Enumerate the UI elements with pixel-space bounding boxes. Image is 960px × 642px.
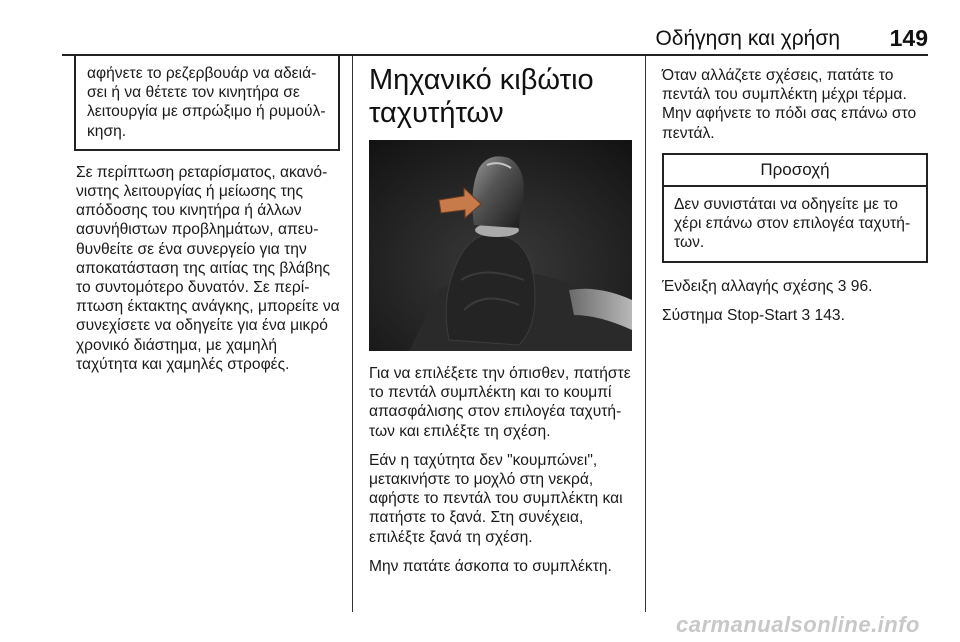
cross-reference-2-label: Σύστημα Stop-Start (662, 306, 798, 324)
caution-text: Δεν συνιστάται να οδηγείτε με το χέρι επάνω στον επιλογέα ταχυτή-των. (674, 196, 911, 252)
middle-column-text (369, 364, 634, 586)
section-heading (369, 64, 634, 130)
page-reference-arrow-icon: 3 (801, 306, 811, 324)
caution-title: Προσοχή (664, 155, 926, 187)
column-divider-right (645, 56, 646, 612)
cross-reference-2-page: 143. (814, 306, 845, 324)
left-column (74, 56, 340, 384)
middle-paragraph-3: Μην πατάτε άσκοπα το συμπλέκτη. (369, 557, 612, 575)
warning-box-text: αφήνετε το ρεζερβουάρ να αδειά-σει ή να θέτετε τον κινητήρα σε λειτουργία με σπρώξιμο ή ρυμούλ-κηση. (87, 65, 326, 140)
middle-column (369, 64, 634, 130)
running-header-title: Οδήγηση και χρήση (655, 27, 840, 50)
section-heading-line2: ταχυτήτων (369, 97, 504, 129)
page-reference-arrow-icon: 3 (837, 277, 847, 295)
gear-shifter-photo (369, 140, 632, 351)
column-divider-left (352, 56, 353, 612)
right-paragraph-1: Όταν αλλάζετε σχέσεις, πατάτε το πεντάλ του συμπλέκτη μέχρι τέρμα. Μην αφήνετε το πόδι σας επάνω στο πεντάλ. (662, 67, 917, 142)
left-paragraph: Σε περίπτωση ρεταρίσματος, ακανό-νιστης λειτουργίας ή μείωσης της απόδοσης του κινητήρα ή άλλων ασυνήθιστων προβλημάτων, απευ-θυνθείτε σε ένα συνεργείο για την αποκατάσταση της αιτίας της βλάβης το συντομότερο δυνατόν. Σε περί-πτωση έκτακτης ανάγκης, μπορείτε να συνεχίσετε να οδηγείτε για ένα μικρό χρονικό διάστημα, με χαμηλή ταχύτητα και χαμηλές στροφές. (76, 163, 340, 373)
cross-reference-1-page: 96. (850, 277, 873, 295)
cross-reference-1[interactable] (662, 277, 928, 296)
gear-shifter-illustration (369, 140, 632, 351)
warning-box-continued (74, 56, 340, 151)
cross-reference-2[interactable] (662, 306, 928, 325)
section-heading-line1: Μηχανικό κιβώτιο (369, 64, 594, 96)
right-column (662, 66, 928, 335)
middle-paragraph-1: Για να επιλέξετε την όπισθεν, πατήστε το πεντάλ συμπλέκτη και το κουμπί απασφάλισης στον επιλογέα ταχυτή-των και επιλέξτε τη σχέση. (369, 365, 631, 440)
middle-paragraph-2: Εάν η ταχύτητα δεν "κουμπώνει", μετακινήστε το μοχλό στη νεκρά, αφήστε το πεντάλ του συμπλέκτη και πατήστε το ξανά. Στη συνέχεια, επιλέξτε ξανά τη σχέση. (369, 451, 623, 546)
cross-reference-1-label: Ένδειξη αλλαγής σχέσης (662, 277, 834, 295)
caution-box (662, 153, 928, 263)
page-number: 149 (889, 25, 928, 51)
watermark: carmanualsonline.info (676, 612, 920, 637)
